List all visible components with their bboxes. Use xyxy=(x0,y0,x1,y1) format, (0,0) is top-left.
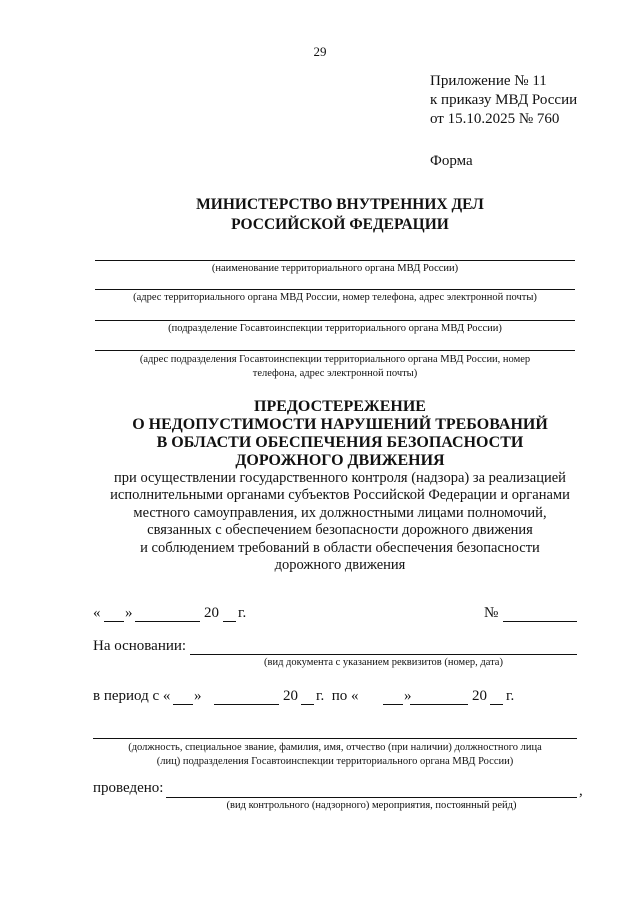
document-number-field[interactable] xyxy=(503,621,577,622)
gai-address-caption-1: (адрес подразделения Госавтоинспекции территориального органа МВД России, номер xyxy=(139,354,531,365)
period-to-text: г. по « xyxy=(316,688,359,704)
date-year-field[interactable] xyxy=(223,621,236,622)
date-day-field[interactable] xyxy=(104,621,124,622)
gai-unit-caption: (подразделение Госавтоинспекции территориального органа МВД России) xyxy=(168,323,502,334)
subtitle-line-5: и соблюдением требований в области обеспечения безопасности xyxy=(140,539,540,556)
period-close-quote-2: » xyxy=(404,688,412,704)
period-year-prefix: 20 xyxy=(283,688,298,704)
ministry-line-1: МИНИСТЕРСТВО ВНУТРЕННИХ ДЕЛ xyxy=(196,196,484,213)
org-name-line xyxy=(95,260,575,261)
document-heading xyxy=(80,398,600,470)
ministry-title xyxy=(120,195,560,235)
period-close-quote: » xyxy=(194,688,202,704)
period-to-month-field[interactable] xyxy=(410,704,468,705)
period-year-suffix: г. xyxy=(506,688,515,704)
basis-field[interactable] xyxy=(190,654,577,655)
heading-line-3: В ОБЛАСТИ ОБЕСПЕЧЕНИЯ БЕЗОПАСНОСТИ xyxy=(156,434,524,451)
official-caption-1: (должность, специальное звание, фамилия, имя, отчество (при наличии) должностного лица xyxy=(128,742,542,753)
period-from-year-field[interactable] xyxy=(301,704,314,705)
official-caption xyxy=(93,741,577,769)
org-address-line xyxy=(95,289,575,290)
subtitle-line-3: местного самоуправления, их должностными лицами полномочий, xyxy=(133,504,547,521)
page-number: 29 xyxy=(313,44,327,59)
conducted-comma: , xyxy=(579,783,583,799)
heading-line-4: ДОРОЖНОГО ДВИЖЕНИЯ xyxy=(235,452,445,469)
ministry-line-2: РОССИЙСКОЙ ФЕДЕРАЦИИ xyxy=(231,216,449,233)
subtitle-line-6: дорожного движения xyxy=(274,557,406,574)
basis-label: На основании: xyxy=(93,638,187,654)
period-from-day-field[interactable] xyxy=(173,704,193,705)
appendix-line-1: Приложение № 11 xyxy=(430,73,547,89)
period-from-month-field[interactable] xyxy=(214,704,279,705)
conducted-field[interactable] xyxy=(166,797,577,798)
number-sign: № xyxy=(484,605,499,621)
gai-address-caption xyxy=(95,353,575,381)
document-subtitle xyxy=(70,470,610,574)
gai-address-caption-2: телефона, адрес электронной почты) xyxy=(252,368,418,379)
appendix-line-2: к приказу МВД России xyxy=(430,92,578,108)
subtitle-line-2: исполнительными органами субъектов Российской Федерации и органами xyxy=(110,487,570,504)
gai-unit-line xyxy=(95,320,575,321)
period-label: в период с « xyxy=(93,688,171,704)
date-year-suffix: г. xyxy=(238,605,247,621)
org-address-caption: (адрес территориального органа МВД России, номер телефона, адрес электронной почты) xyxy=(133,292,537,303)
official-caption-2: (лиц) подразделения Госавтоинспекции территориального органа МВД России) xyxy=(156,756,514,767)
conducted-caption: (вид контрольного (надзорного) мероприятия, постоянный рейд) xyxy=(226,800,517,811)
official-field[interactable] xyxy=(93,738,577,739)
heading-line-2: О НЕДОПУСТИМОСТИ НАРУШЕНИЙ ТРЕБОВАНИЙ xyxy=(132,416,548,433)
date-open-quote: « xyxy=(93,605,101,621)
date-year-prefix: 20 xyxy=(204,605,219,621)
org-name-caption: (наименование территориального органа МВД России) xyxy=(211,263,459,274)
appendix-block xyxy=(430,72,577,129)
form-label: Форма xyxy=(430,153,473,169)
date-close-quote: » xyxy=(125,605,133,621)
subtitle-line-4: связанных с обеспечением безопасности дорожного движения xyxy=(147,522,533,539)
period-year-prefix-2: 20 xyxy=(472,688,487,704)
gai-address-line xyxy=(95,350,575,351)
heading-line-1: ПРЕДОСТЕРЕЖЕНИЕ xyxy=(254,398,426,415)
basis-caption: (вид документа с указанием реквизитов (номер, дата) xyxy=(264,657,503,668)
period-to-year-field[interactable] xyxy=(490,704,503,705)
conducted-label: проведено: xyxy=(93,780,164,796)
subtitle-line-1: при осуществлении государственного контроля (надзора) за реализацией xyxy=(114,470,566,486)
appendix-line-3: от 15.10.2025 № 760 xyxy=(430,111,560,127)
date-month-field[interactable] xyxy=(135,621,200,622)
period-to-day-field[interactable] xyxy=(383,704,403,705)
